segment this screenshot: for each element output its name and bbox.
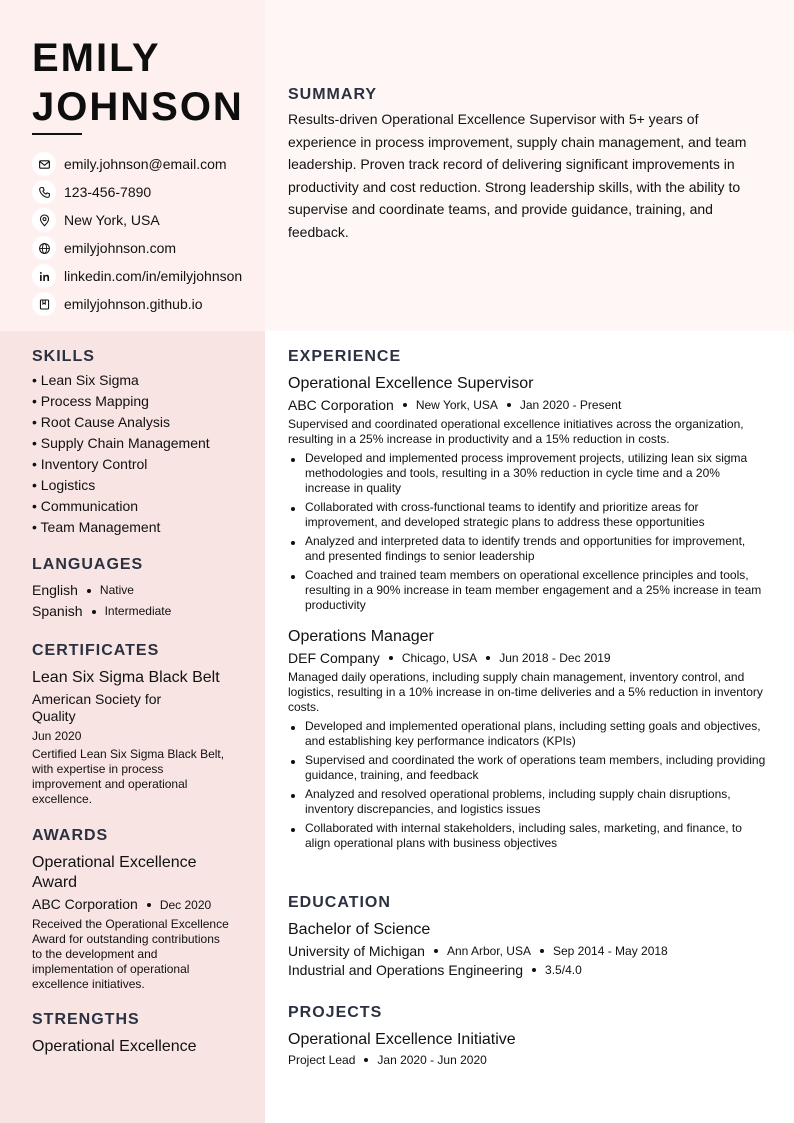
- job-bullet: Collaborated with cross-functional teams to identify and prioritize areas for improvement, and developed strategic plans to address these opportunities: [288, 500, 768, 530]
- skill-item: • Root Cause Analysis: [32, 414, 170, 430]
- skill-item: • Team Management: [32, 519, 161, 535]
- language-item: [32, 580, 247, 601]
- award-date: Dec 2020: [159, 897, 212, 912]
- name-divider: [32, 133, 82, 135]
- separator-dot: [364, 1058, 368, 1062]
- job-bullet: Analyzed and resolved operational problems, including supply chain disruptions, inventory discrepancies, and logistics issues: [288, 787, 768, 817]
- job-bullet: Analyzed and interpreted data to identify trends and opportunities for improvement, and presented findings to senior leadership: [288, 534, 768, 564]
- education-heading: EDUCATION: [288, 894, 391, 911]
- education-field: Industrial and Operations Engineering: [288, 962, 524, 978]
- separator-dot: [389, 656, 393, 660]
- certificate-issuer: American Society for Quality: [32, 691, 162, 724]
- separator-dot: [403, 403, 407, 407]
- phone-icon: [32, 180, 56, 204]
- contact-github-text: emilyjohnson.github.io: [64, 296, 203, 312]
- separator-dot: [507, 403, 511, 407]
- job-company: DEF Company: [288, 650, 380, 666]
- globe-icon: [32, 236, 56, 260]
- award-meta: [32, 896, 232, 913]
- job-description: Supervised and coordinated operational excellence initiatives across the organization, resulting in a 25% increase in productivity and a 15% reduction in costs.: [288, 417, 744, 446]
- job-title: Operational Excellence Supervisor: [288, 375, 534, 392]
- projects-heading: PROJECTS: [288, 1004, 383, 1021]
- certificate-description: Certified Lean Six Sigma Black Belt, with expertise in process improvement and operational excellence.: [32, 747, 225, 806]
- summary-text: Results-driven Operational Excellence Supervisor with 5+ years of experience in process improvement, supply chain management, and team leadership. Proven track record of delivering significant improvements in productivity and cost reduction. Strong leadership skills, with the ability to supervise and coordinate teams, and provide guidance, training, and feedback.: [288, 111, 747, 240]
- education-section: [288, 894, 768, 978]
- experience-section: [288, 348, 768, 855]
- skill-item: • Lean Six Sigma: [32, 372, 139, 388]
- job-bullets: [288, 719, 768, 851]
- summary-heading: SUMMARY: [288, 86, 378, 103]
- projects-section: [288, 1004, 768, 1067]
- languages-heading: LANGUAGES: [32, 556, 144, 573]
- contact-linkedin-text: linkedin.com/in/emilyjohnson: [64, 268, 243, 284]
- contact-location: [32, 206, 264, 234]
- award-title: Operational Excellence Award: [32, 854, 197, 891]
- separator-dot: [92, 610, 96, 614]
- job-bullet: Developed and implemented operational plans, including setting goals and objectives, and establishing key performance indicators (KPIs): [288, 719, 768, 749]
- contact-website-text: emilyjohnson.com: [64, 240, 177, 256]
- job-bullet: Collaborated with internal stakeholders, including sales, marketing, and finance, to align operational plans with business objectives: [288, 821, 768, 851]
- certificate-title: Lean Six Sigma Black Belt: [32, 669, 220, 686]
- job-bullet: Supervised and coordinated the work of operations team members, including providing guidance, training, and feedback: [288, 753, 768, 783]
- job-dates: Jan 2020 - Present: [519, 398, 622, 412]
- job-meta: [288, 650, 768, 666]
- education-school: University of Michigan: [288, 943, 425, 959]
- education-degree: Bachelor of Science: [288, 921, 431, 938]
- awards-section: [32, 827, 232, 992]
- skill-item: • Logistics: [32, 477, 96, 493]
- contact-location-text: New York, USA: [64, 212, 160, 228]
- strength-item: Operational Excellence: [32, 1038, 197, 1055]
- education-field-row: [288, 962, 768, 978]
- certificates-heading: CERTIFICATES: [32, 642, 160, 659]
- skills-section: [32, 348, 247, 538]
- award-description: Received the Operational Excellence Award for outstanding contributions to the development and implementation of operational excellence initiatives.: [32, 917, 229, 991]
- job-entry: [288, 374, 768, 613]
- awards-heading: AWARDS: [32, 827, 109, 844]
- contact-linkedin[interactable]: [32, 262, 264, 290]
- strengths-section: [32, 1011, 247, 1057]
- contact-phone[interactable]: [32, 178, 264, 206]
- mail-icon: [32, 152, 56, 176]
- job-dates: Jun 2018 - Dec 2019: [499, 651, 611, 665]
- project-role: Project Lead: [288, 1053, 356, 1067]
- award-issuer: ABC Corporation: [32, 896, 138, 912]
- candidate-name: [32, 34, 262, 132]
- first-name: EMILY: [32, 36, 161, 80]
- job-company: ABC Corporation: [288, 397, 394, 413]
- education-gpa: 3.5/4.0: [545, 963, 582, 977]
- job-entry: [288, 627, 768, 851]
- separator-dot: [540, 949, 544, 953]
- job-bullets: [288, 451, 768, 613]
- education-meta: [288, 943, 768, 959]
- linkedin-icon: [32, 264, 56, 288]
- project-dates: Jan 2020 - Jun 2020: [377, 1053, 487, 1067]
- bookmark-icon: [32, 292, 56, 316]
- language-item: [32, 601, 247, 622]
- job-meta: [288, 397, 768, 413]
- certificates-section: [32, 642, 232, 807]
- strengths-heading: STRENGTHS: [32, 1011, 140, 1028]
- contact-github[interactable]: [32, 290, 264, 318]
- contact-email[interactable]: [32, 150, 264, 178]
- project-meta: [288, 1053, 768, 1067]
- language-level: Native: [99, 583, 134, 597]
- language-level: Intermediate: [104, 604, 172, 618]
- job-bullet: Developed and implemented process improvement projects, utilizing lean six sigma methodologies and tools, resulting in a 30% reduction in cycle time and a 20% increase in quality: [288, 451, 768, 496]
- certificate-date: Jun 2020: [32, 729, 82, 743]
- language-name: Spanish: [32, 603, 83, 619]
- contact-list: [32, 150, 264, 318]
- separator-dot: [87, 589, 91, 593]
- last-name: JOHNSON: [32, 85, 244, 129]
- separator-dot: [486, 656, 490, 660]
- skills-heading: SKILLS: [32, 348, 95, 365]
- job-location: New York, USA: [415, 398, 498, 412]
- job-bullet: Coached and trained team members on operational excellence principles and tools, resulting in a 90% increase in team member engagement and a 25% increase in team productivity: [288, 568, 768, 613]
- languages-section: [32, 556, 247, 622]
- contact-phone-text: 123-456-7890: [64, 184, 152, 200]
- job-description: Managed daily operations, including supply chain management, inventory control, and logistics, resulting in a 10% increase in on-time deliveries and a 5% reduction in inventory costs.: [288, 670, 763, 714]
- education-location: Ann Arbor, USA: [446, 944, 531, 958]
- separator-dot: [434, 949, 438, 953]
- separator-dot: [532, 968, 536, 972]
- skill-item: • Process Mapping: [32, 393, 149, 409]
- job-title: Operations Manager: [288, 628, 434, 645]
- contact-email-text: emily.johnson@email.com: [64, 156, 227, 172]
- location-pin-icon: [32, 208, 56, 232]
- separator-dot: [147, 903, 151, 907]
- summary-section: [288, 86, 758, 244]
- language-name: English: [32, 582, 78, 598]
- contact-website[interactable]: [32, 234, 264, 262]
- skill-item: • Inventory Control: [32, 456, 148, 472]
- education-dates: Sep 2014 - May 2018: [552, 944, 668, 958]
- experience-heading: EXPERIENCE: [288, 348, 402, 365]
- job-location: Chicago, USA: [401, 651, 478, 665]
- skill-item: • Communication: [32, 498, 139, 514]
- skill-item: • Supply Chain Management: [32, 435, 210, 451]
- project-title: Operational Excellence Initiative: [288, 1031, 516, 1048]
